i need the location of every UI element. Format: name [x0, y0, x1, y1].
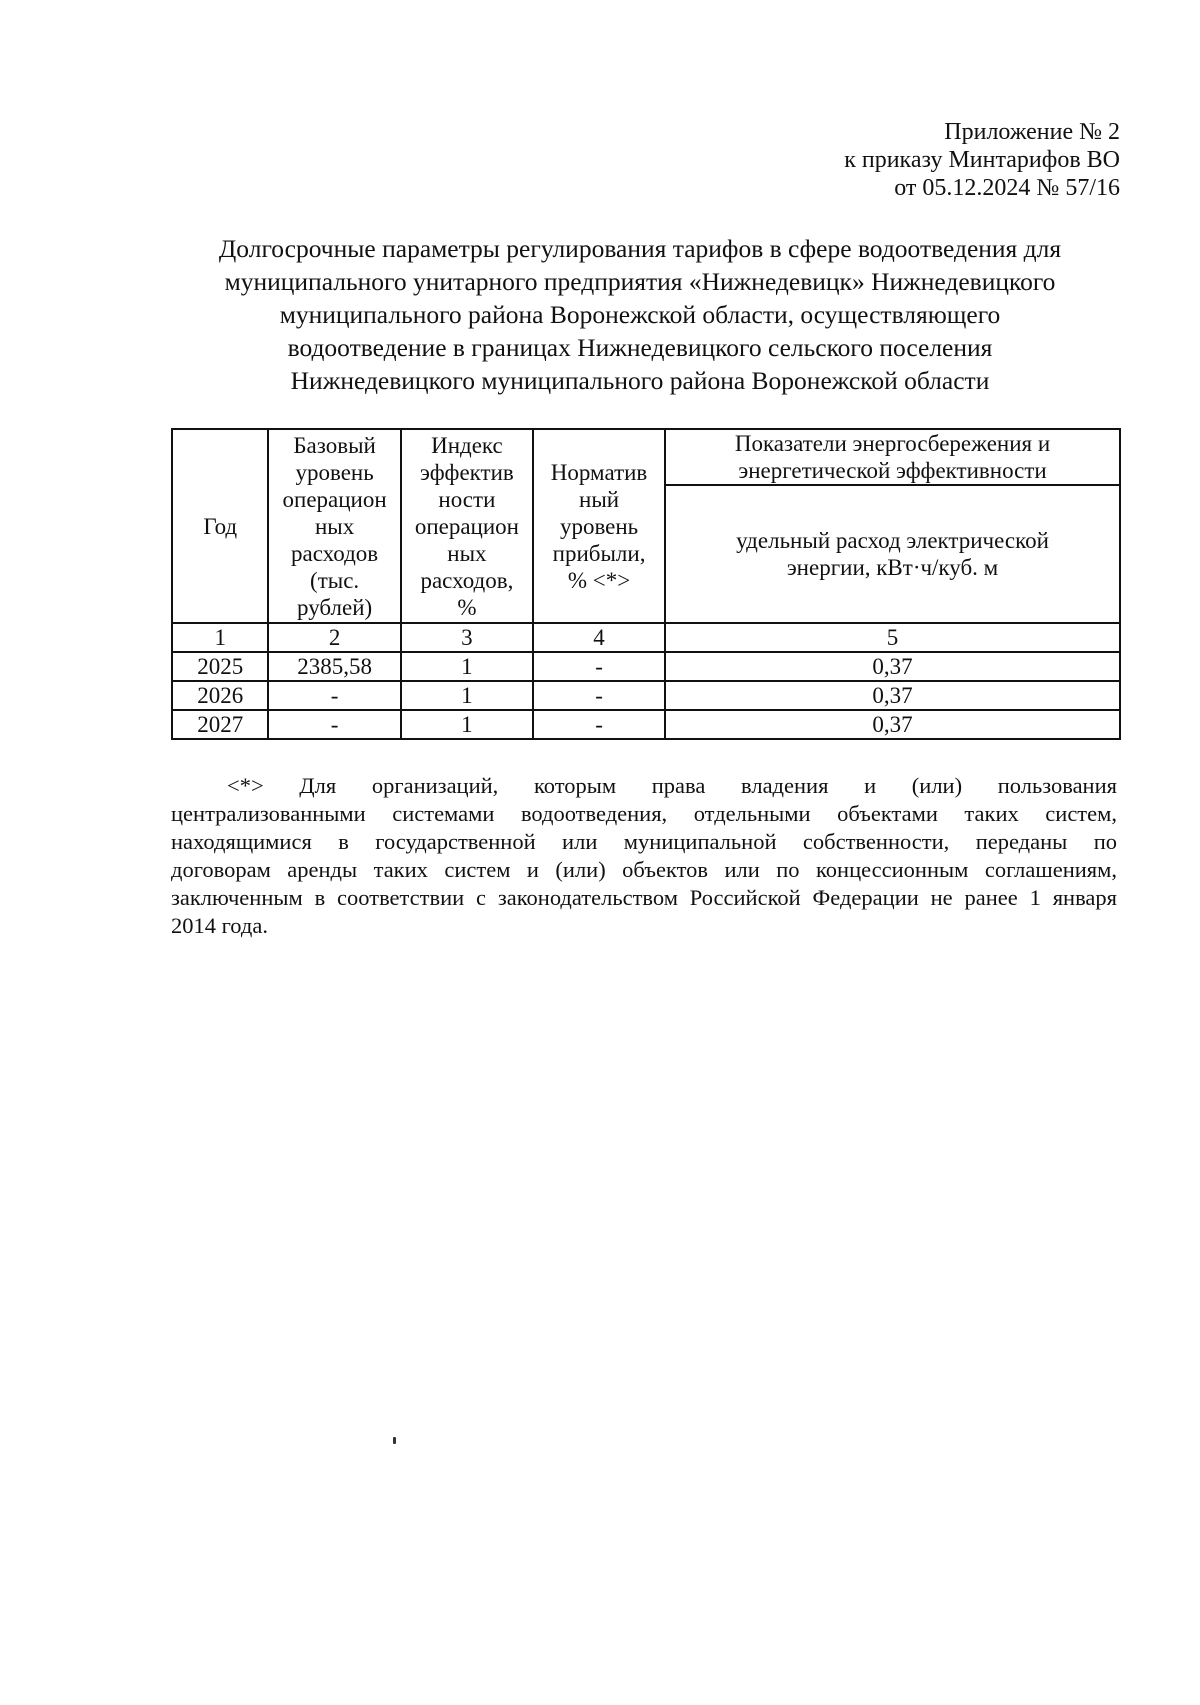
cell-energy: 0,37	[665, 681, 1120, 710]
table-row	[172, 710, 1120, 739]
table-row	[172, 652, 1120, 681]
footnote-line: договорам аренды таких систем и (или) объектов или по концессионным соглашениям,	[171, 857, 1117, 882]
header-energy-group: Показатели энергосбережения и энергетической эффективности	[665, 429, 1120, 485]
cell-index: 1	[401, 681, 533, 710]
cell-year: 2026	[172, 681, 268, 710]
cell-year: 2025	[172, 652, 268, 681]
footnote-line: 2014 года.	[171, 913, 268, 938]
column-number: 4	[533, 623, 665, 652]
appendix-order-ref: к приказу Минтарифов ВО	[844, 147, 1120, 173]
column-number: 5	[665, 623, 1120, 652]
cell-energy: 0,37	[665, 710, 1120, 739]
parameters-table	[171, 428, 1121, 740]
column-number: 2	[268, 623, 400, 652]
document-title	[160, 232, 1120, 397]
cell-year: 2027	[172, 710, 268, 739]
column-number: 1	[172, 623, 268, 652]
title-line: Нижнедевицкого муниципального района Воронежской области	[290, 366, 990, 395]
scan-speck	[393, 1437, 396, 1444]
cell-base: -	[268, 710, 400, 739]
cell-profit: -	[533, 652, 665, 681]
footnote-line: находящимися в государственной или муниципальной собственности, переданы по	[171, 829, 1117, 854]
title-line: муниципального унитарного предприятия «Нижнедевицк» Нижнедевицкого	[224, 267, 1056, 296]
appendix-order-date: от 05.12.2024 № 57/16	[894, 175, 1120, 201]
cell-base: 2385,58	[268, 652, 400, 681]
header-profit-norm: Норматив ный уровень прибыли, % <*>	[533, 429, 665, 623]
footnote-line: <*> Для организаций, которым права владения и (или) пользования	[227, 773, 1117, 798]
cell-energy: 0,37	[665, 652, 1120, 681]
cell-index: 1	[401, 652, 533, 681]
table-row	[172, 681, 1120, 710]
header-year: Год	[172, 429, 268, 623]
header-base-level: Базовый уровень операцион ных расходов (тыс. рублей)	[268, 429, 400, 623]
appendix-number: Приложение № 2	[944, 119, 1120, 145]
footnote-line: заключенным в соответствии с законодательством Российской Федерации не ранее 1 января	[171, 885, 1117, 910]
footnote	[171, 772, 1117, 940]
header-efficiency-index: Индекс эффектив ности операцион ных расходов, %	[401, 429, 533, 623]
footnote-line: централизованными системами водоотведения, отдельными объектами таких систем,	[171, 801, 1117, 826]
cell-base: -	[268, 681, 400, 710]
title-line: Долгосрочные параметры регулирования тарифов в сфере водоотведения для	[218, 234, 1062, 263]
table-header-row	[172, 429, 1120, 485]
cell-index: 1	[401, 710, 533, 739]
header-energy-spec: удельный расход электрической энергии, кВт·ч/куб. м	[665, 485, 1120, 623]
column-number-row	[172, 623, 1120, 652]
title-line: водоотведение в границах Нижнедевицкого сельского поселения	[287, 333, 993, 362]
column-number: 3	[401, 623, 533, 652]
appendix-header	[520, 118, 1120, 202]
cell-profit: -	[533, 681, 665, 710]
title-line: муниципального района Воронежской области, осуществляющего	[279, 300, 1001, 329]
cell-profit: -	[533, 710, 665, 739]
